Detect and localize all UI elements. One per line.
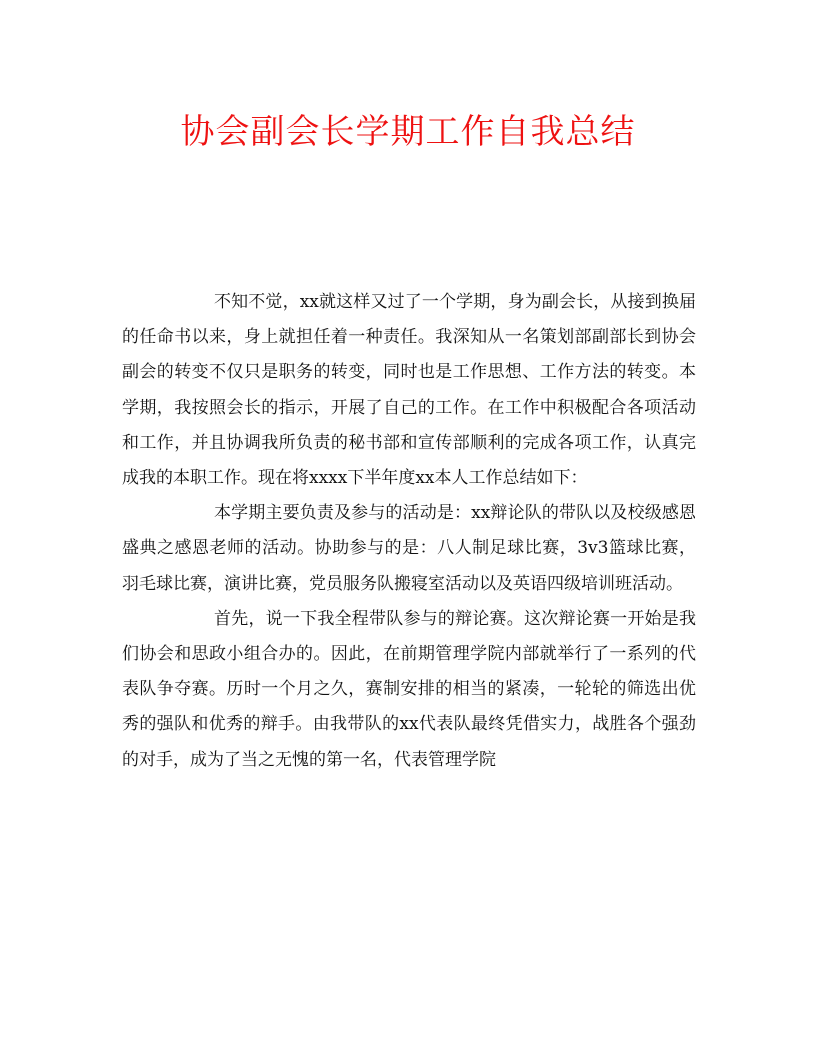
paragraph: 本学期主要负责及参与的活动是：xx辩论队的带队以及校级感恩盛典之感恩老师的活动。协助参与的是：八人制足球比赛，3v3篮球比赛，羽毛球比赛，演讲比赛，党员服务队搬寝室活动以及英语四级培训班活动。 xyxy=(122,503,696,594)
document-title: 协会副会长学期工作自我总结 xyxy=(180,112,636,152)
document-body xyxy=(122,285,696,778)
paragraph: 不知不觉，xx就这样又过了一个学期，身为副会长，从接到换届的任命书以来，身上就担任着一种责任。我深知从一名策划部副部长到协会副会的转变不仅只是职务的转变，同时也是工作思想、工作方法的转变。本学期，我按照会长的指示，开展了自己的工作。在工作中积极配合各项活动和工作，并且协调我所负责的秘书部和宣传部顺利的完成各项工作，认真完成我的本职工作。现在将xxxx下半年度xx本人工作总结如下： xyxy=(122,292,696,489)
paragraph: 首先，说一下我全程带队参与的辩论赛。这次辩论赛一开始是我们协会和思政小组合办的。因此，在前期管理学院内部就举行了一系列的代表队争夺赛。历时一个月之久，赛制安排的相当的紧凑，一轮轮的筛选出优秀的强队和优秀的辩手。由我带队的xx代表队最终凭借实力，战胜各个强劲的对手，成为了当之无愧的第一名，代表管理学院 xyxy=(122,608,696,770)
